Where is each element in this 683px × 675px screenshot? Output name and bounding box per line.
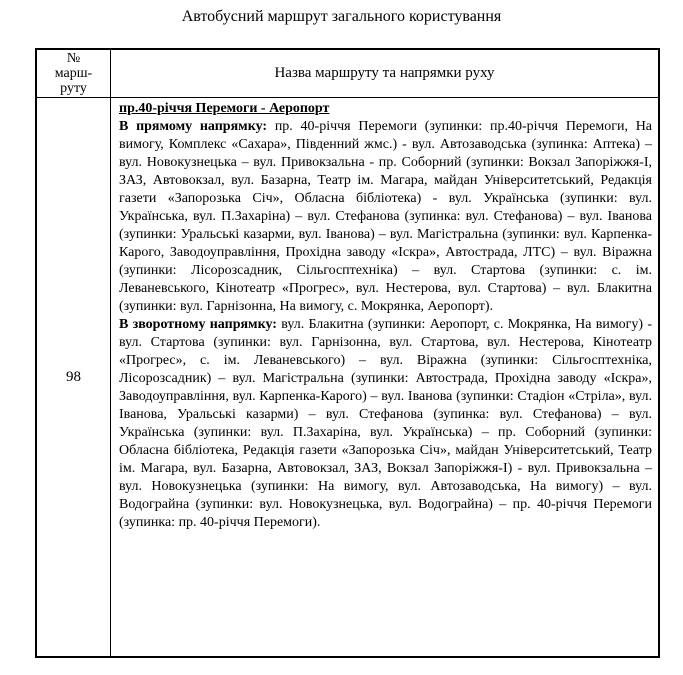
route-description-cell	[111, 98, 658, 656]
reverse-direction-paragraph	[119, 316, 652, 532]
header-route-number-line1: №	[66, 51, 81, 66]
table-body-row	[37, 98, 658, 656]
header-route-number-line3: руту	[60, 81, 87, 96]
route-number-cell: 98	[37, 98, 111, 656]
header-route-number-line2: марш-	[54, 66, 93, 81]
route-title: пр.40-річчя Перемоги - Аеропорт	[119, 101, 330, 116]
document-title: Автобусний маршрут загального користування	[181, 8, 502, 25]
header-route-number-cell	[37, 50, 111, 97]
route-table	[35, 48, 660, 658]
table-header-row	[37, 50, 658, 98]
forward-direction-text: пр. 40-річчя Перемоги (зупинки: пр.40-річчя Перемоги, На вимогу, Комплекс «Сахара», Південний жмс.) - вул. Автозаводська (зупинка: Аптека) – вул. Новокузнецька – вул. Привокзальна - пр. Соборний (зупинки: Вокзал Запоріжжя-І, ЗАЗ, Автовокзал, вул. Базарна, Театр ім. Магара, майдан Університетський, Редакція газети «Запорозька Січ», Обласна бібліотека) - вул. Українська (зупинки: вул. Українська, вул. П.Захаріна) – вул. Стефанова (зупинка: вул. Стефанова) – вул. Іванова (зупинки: Уральські казарми, вул. Іванова) – вул. Магістральна (зупинки: вул. Карпенка-Карого, Заводоуправління, Прохідна заводу «Іскра», Автострада, ЛТС) – вул. Віражна (зупинки: Лісорозсадник, Сільгосптехніка) – вул. Стартова (зупинки: с. ім. Леваневського, Кінотеатр «Прогрес», вул. Нестерова, вул. Стартова) – вул. Блакитна (зупинки: вул. Гарнізонна, На вимогу, с. Мокрянка, Аеропорт).	[119, 119, 653, 314]
reverse-direction-text: вул. Блакитна (зупинки: Аеропорт, с. Мокрянка, На вимогу) - вул. Стартова (зупинки: вул. Гарнізонна, вул. Стартова, вул. Нестерова, Кінотеатр «Прогрес», с. ім. Леваневського) – вул. Віражна (зупинки: Сільгосптехніка, Лісорозсадник) – вул. Магістральна (зупинки: Автострада, Прохідна заводу «Іскра», Заводоуправління, вул. Карпенка-Карого) – вул. Іванова (зупинки: Стадіон «Стріла», вул. Іванова, Уральські казарми) – вул. Стефанова (зупинка: вул. Стефанова) – вул. Українська (зупинки: вул. П.Захаріна, вул. Українська) – пр. Соборний (зупинки: Обласна бібліотека, Редакція газети «Запорозька Січ», майдан Університетський, Театр ім. Магара, вул. Базарна, Автовокзал, ЗАЗ, Вокзал Запоріжжя-І) - вул. Привокзальна – вул. Новокузнецька (зупинки: На вимогу, вул. Автозаводська, На вимогу) – вул. Водограйна (зупинки: вул. Новокузнецька, вул. Водограйна) – пр. 40-річчя Перемоги (зупинка: пр. 40-річчя Перемоги).	[119, 317, 653, 530]
forward-direction-label: В прямому напрямку:	[119, 119, 268, 134]
reverse-direction-label: В зворотному напрямку:	[119, 317, 277, 332]
header-route-name-cell: Назва маршруту та напрямки руху	[274, 65, 495, 81]
forward-direction-paragraph	[119, 118, 652, 316]
